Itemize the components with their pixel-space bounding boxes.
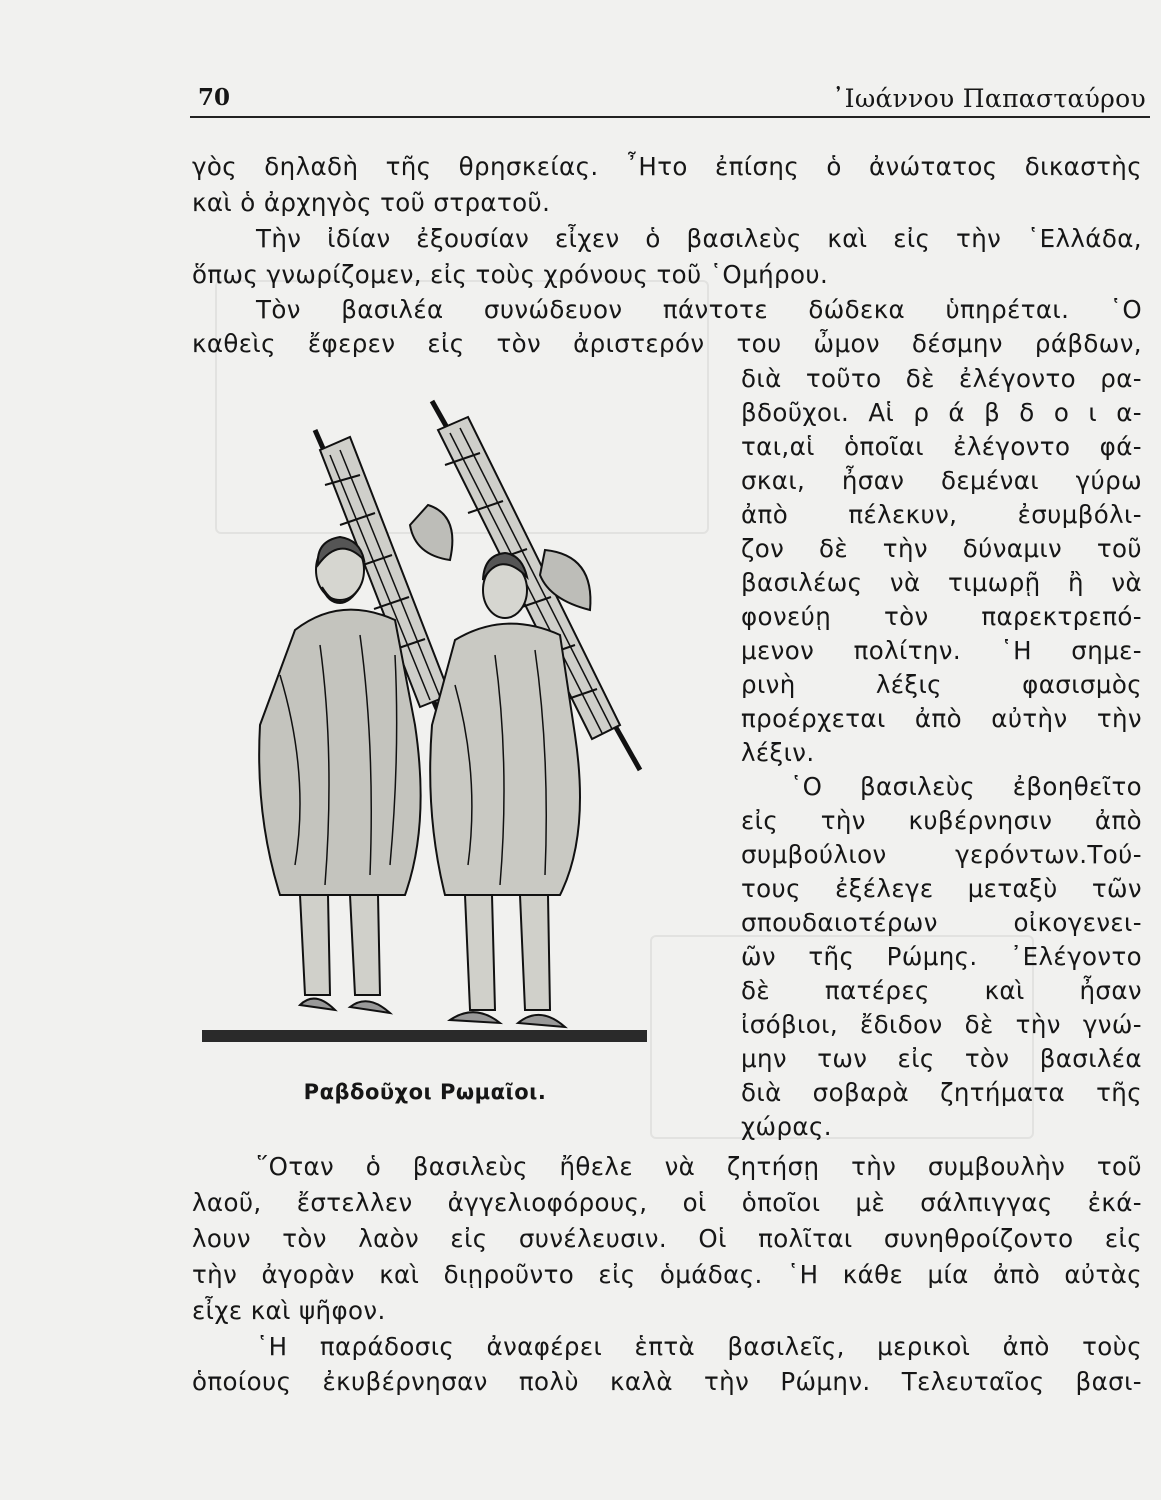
- text-line: ῞Οταν ὁ βασιλεὺς ἤθελε νὰ ζητήσῃ τὴν συμβουλὴν τοῦ: [256, 1152, 1142, 1181]
- text-line: ὅπως γνωρίζομεν, εἰς τοὺς χρόνους τοῦ ῾Ομήρου.: [192, 260, 829, 289]
- text-line: καθεὶς ἔφερεν εἰς τὸν ἀριστερόν του ὦμον δέσμην ράβδων,: [192, 329, 1142, 358]
- text-line: εἶχε καὶ ψῆφον.: [192, 1296, 386, 1325]
- page-number: 70: [198, 84, 231, 111]
- column-line: διὰ τοῦτο δὲ ἐλέγοντο ρα-: [741, 364, 1142, 393]
- column-line: συμβούλιον γερόντων.Τού-: [741, 840, 1142, 869]
- column-line: εἰς τὴν κυβέρνησιν ἀπὸ: [741, 806, 1142, 835]
- column-line: προέρχεται ἀπὸ αὐτὴν τὴν: [741, 704, 1142, 733]
- column-line: σκαι, ἦσαν δεμέναι γύρω: [741, 466, 1142, 495]
- column-line: ἰσόβιοι, ἔδιδον δὲ τὴν γνώ-: [741, 1010, 1142, 1039]
- column-line: δὲ πατέρες καὶ ἦσαν: [741, 976, 1142, 1005]
- lictors-illustration: [200, 395, 650, 1045]
- text-line: λαοῦ, ἔστελλεν ἀγγελιοφόρους, οἱ ὁποῖοι μὲ σάλπιγγας ἐκά-: [192, 1188, 1142, 1217]
- column-line: ἀπὸ πέλεκυν, ἐσυμβόλι-: [741, 500, 1142, 529]
- text-line: λουν τὸν λαὸν εἰς συνέλευσιν. Οἱ πολῖται συνηθροίζοντο εἰς: [192, 1224, 1142, 1253]
- column-line: βδοῦχοι. Αἱ ρ ά β δ ο ι α-: [741, 398, 1142, 427]
- column-line: τους ἐξέλεγε μεταξὺ τῶν: [741, 874, 1142, 903]
- column-line: ται,αἱ ὁποῖαι ἐλέγοντο φά-: [741, 432, 1142, 461]
- column-line: ρινὴ λέξις φασισμὸς: [741, 670, 1142, 699]
- column-line: σπουδαιοτέρων οἰκογενει-: [741, 908, 1142, 937]
- text-line: Τὸν βασιλέα συνώδευον πάντοτε δώδεκα ὑπηρέται. ῾Ο: [256, 295, 1142, 324]
- figure-caption: Ραβδοῦχοι Ρωμαῖοι.: [303, 1080, 547, 1104]
- text-line: καὶ ὁ ἀρχηγὸς τοῦ στρατοῦ.: [192, 188, 551, 217]
- column-line: ῾Ο βασιλεὺς ἐβοηθεῖτο: [790, 772, 1142, 801]
- text-line: γὸς δηλαδὴ τῆς θρησκείας. ῏Ητο ἐπίσης ὁ ἀνώτατος δικαστὴς: [192, 152, 1142, 181]
- column-line: φονεύῃ τὸν παρεκτρεπό-: [741, 602, 1142, 631]
- column-line: ζον δὲ τὴν δύναμιν τοῦ: [741, 534, 1142, 563]
- page-header: [190, 80, 1150, 118]
- running-head: ᾿Ιωάννου Παπασταύρου: [831, 84, 1146, 113]
- column-line: μενον πολίτην. ῾Η σημε-: [741, 636, 1142, 665]
- column-line: διὰ σοβαρὰ ζητήματα τῆς: [741, 1078, 1142, 1107]
- text-line: τὴν ἀγορὰν καὶ διῃροῦντο εἰς ὁμάδας. ῾Η κάθε μία ἀπὸ αὐτὰς: [192, 1260, 1142, 1289]
- text-line: Τὴν ἰδίαν ἐξουσίαν εἶχεν ὁ βασιλεὺς καὶ εἰς τὴν ῾Ελλάδα,: [256, 224, 1142, 253]
- text-line: ὁποίους ἐκυβέρνησαν πολὺ καλὰ τὴν Ρώμην. Τελευταῖος βασι-: [192, 1367, 1142, 1396]
- column-line: βασιλέως νὰ τιμωρῇ ἢ νὰ: [741, 568, 1142, 597]
- column-line: ῶν τῆς Ρώμης. ᾿Ελέγοντο: [741, 942, 1142, 971]
- text-line: ῾Η παράδοσις ἀναφέρει ἑπτὰ βασιλεῖς, μερικοὶ ἀπὸ τοὺς: [256, 1332, 1142, 1361]
- column-line: λέξιν.: [741, 738, 815, 767]
- column-line: μην των εἰς τὸν βασιλέα: [741, 1044, 1142, 1073]
- column-line: χώρας.: [741, 1112, 832, 1141]
